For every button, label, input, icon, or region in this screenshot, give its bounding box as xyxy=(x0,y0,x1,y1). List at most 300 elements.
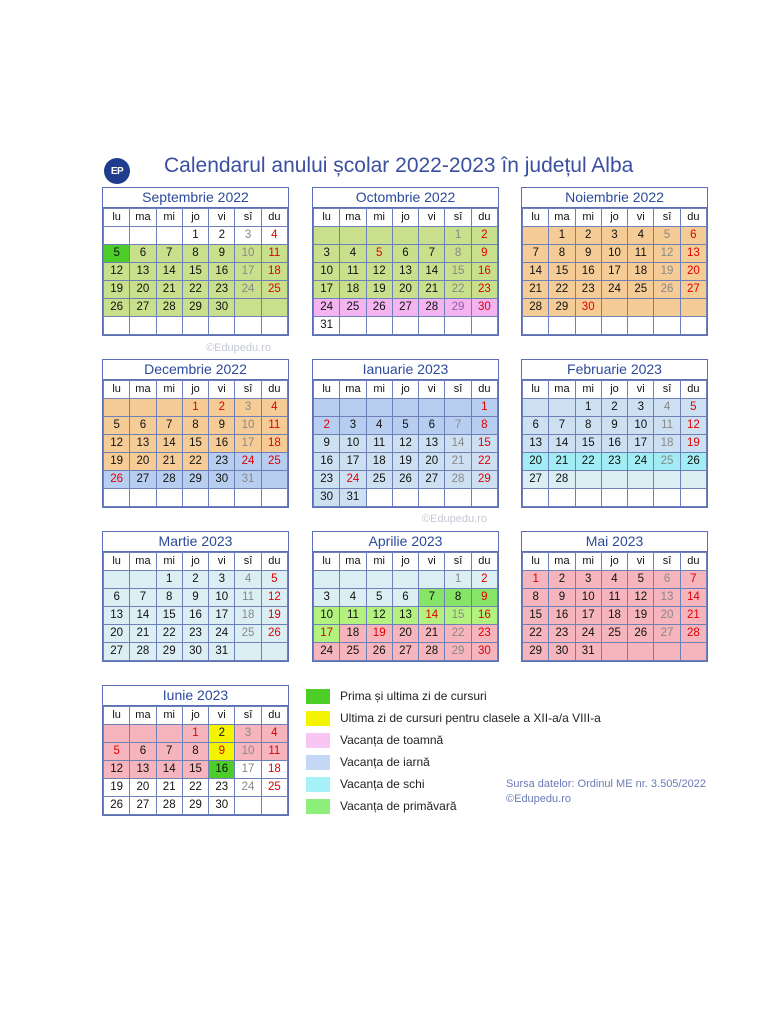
week-row xyxy=(523,263,707,281)
day-cell xyxy=(366,399,392,417)
day-cell: 24 xyxy=(340,471,366,489)
day-cell: 30 xyxy=(549,643,575,661)
day-cell xyxy=(104,725,130,743)
day-cell: 17 xyxy=(575,607,601,625)
weekday-header: lu xyxy=(104,553,130,571)
day-cell xyxy=(261,299,287,317)
day-cell xyxy=(419,399,445,417)
day-cell: 6 xyxy=(419,417,445,435)
day-cell: 28 xyxy=(549,471,575,489)
day-cell: 10 xyxy=(314,607,340,625)
week-row xyxy=(104,227,288,245)
day-cell: 5 xyxy=(628,571,654,589)
day-cell: 16 xyxy=(471,263,497,281)
day-cell xyxy=(340,227,366,245)
day-cell: 12 xyxy=(628,589,654,607)
pink-swatch-icon xyxy=(306,733,330,748)
weekday-header: mi xyxy=(156,553,182,571)
day-cell: 10 xyxy=(209,589,235,607)
day-cell: 1 xyxy=(182,725,208,743)
day-cell xyxy=(419,227,445,245)
day-cell: 13 xyxy=(392,263,418,281)
day-cell: 25 xyxy=(261,453,287,471)
day-cell: 29 xyxy=(549,299,575,317)
weekday-header: lu xyxy=(314,381,340,399)
day-cell: 9 xyxy=(549,589,575,607)
day-cell: 7 xyxy=(549,417,575,435)
day-cell xyxy=(523,399,549,417)
calendar-grid xyxy=(313,208,498,335)
day-cell xyxy=(628,643,654,661)
weekday-header: vi xyxy=(628,209,654,227)
day-cell: 7 xyxy=(156,417,182,435)
day-cell: 29 xyxy=(156,643,182,661)
day-cell: 24 xyxy=(314,643,340,661)
day-cell: 7 xyxy=(156,743,182,761)
week-row xyxy=(523,607,707,625)
day-cell: 11 xyxy=(654,417,680,435)
day-cell xyxy=(680,471,706,489)
day-cell: 8 xyxy=(182,245,208,263)
day-cell: 24 xyxy=(575,625,601,643)
day-cell: 14 xyxy=(680,589,706,607)
week-row xyxy=(104,281,288,299)
weekday-header: jo xyxy=(392,381,418,399)
day-cell: 1 xyxy=(549,227,575,245)
day-cell: 15 xyxy=(471,435,497,453)
day-cell: 30 xyxy=(209,797,235,815)
week-row xyxy=(314,263,498,281)
week-row xyxy=(104,317,288,335)
week-row xyxy=(314,571,498,589)
day-cell: 6 xyxy=(104,589,130,607)
day-cell xyxy=(104,399,130,417)
day-cell: 13 xyxy=(104,607,130,625)
day-cell xyxy=(235,489,261,507)
day-cell xyxy=(340,571,366,589)
edupedu-logo: EP xyxy=(104,158,130,184)
week-row xyxy=(104,643,288,661)
day-cell: 26 xyxy=(392,471,418,489)
day-cell: 3 xyxy=(235,399,261,417)
day-cell xyxy=(575,471,601,489)
week-row xyxy=(314,399,498,417)
week-row xyxy=(314,489,498,507)
day-cell: 6 xyxy=(392,245,418,263)
day-cell: 10 xyxy=(575,589,601,607)
day-cell: 27 xyxy=(130,471,156,489)
day-cell: 12 xyxy=(366,607,392,625)
day-cell: 25 xyxy=(261,779,287,797)
day-cell: 28 xyxy=(445,471,471,489)
day-cell: 26 xyxy=(628,625,654,643)
day-cell: 16 xyxy=(601,435,627,453)
day-cell: 19 xyxy=(366,281,392,299)
day-cell xyxy=(156,317,182,335)
day-cell xyxy=(366,489,392,507)
weekday-header: lu xyxy=(523,553,549,571)
calendar-grid xyxy=(522,208,707,335)
day-cell: 10 xyxy=(628,417,654,435)
day-cell: 24 xyxy=(235,453,261,471)
day-cell: 22 xyxy=(575,453,601,471)
day-cell: 20 xyxy=(130,779,156,797)
day-cell: 4 xyxy=(654,399,680,417)
weekday-header: vi xyxy=(419,553,445,571)
day-cell: 31 xyxy=(575,643,601,661)
day-cell: 9 xyxy=(209,245,235,263)
day-cell: 28 xyxy=(419,643,445,661)
day-cell: 7 xyxy=(419,589,445,607)
day-cell: 21 xyxy=(680,607,706,625)
source-note xyxy=(506,777,706,807)
day-cell: 14 xyxy=(523,263,549,281)
day-cell: 28 xyxy=(680,625,706,643)
week-row xyxy=(314,417,498,435)
day-cell: 5 xyxy=(680,399,706,417)
legend-item xyxy=(306,729,601,751)
day-cell: 2 xyxy=(471,227,497,245)
day-cell: 11 xyxy=(261,417,287,435)
day-cell: 4 xyxy=(601,571,627,589)
day-cell: 14 xyxy=(419,607,445,625)
day-cell: 10 xyxy=(601,245,627,263)
weekday-header: ma xyxy=(549,381,575,399)
day-cell xyxy=(209,317,235,335)
day-cell: 6 xyxy=(392,589,418,607)
day-cell: 26 xyxy=(261,625,287,643)
day-cell xyxy=(628,317,654,335)
day-cell xyxy=(235,317,261,335)
day-cell: 18 xyxy=(628,263,654,281)
day-cell: 4 xyxy=(628,227,654,245)
weekday-header: du xyxy=(680,553,706,571)
day-cell xyxy=(680,317,706,335)
day-cell: 5 xyxy=(104,417,130,435)
weekday-header: ma xyxy=(130,707,156,725)
weekday-header: mi xyxy=(575,209,601,227)
weekday-header: ma xyxy=(340,553,366,571)
day-cell: 1 xyxy=(445,571,471,589)
week-row xyxy=(314,435,498,453)
day-cell xyxy=(654,317,680,335)
day-cell xyxy=(130,571,156,589)
day-cell: 17 xyxy=(314,281,340,299)
day-cell: 17 xyxy=(314,625,340,643)
day-cell: 16 xyxy=(314,453,340,471)
day-cell: 5 xyxy=(654,227,680,245)
day-cell xyxy=(575,317,601,335)
day-cell: 18 xyxy=(261,263,287,281)
month-noiembrie xyxy=(521,187,708,336)
weekday-header: sî xyxy=(445,553,471,571)
day-cell: 14 xyxy=(549,435,575,453)
day-cell xyxy=(392,399,418,417)
day-cell: 15 xyxy=(549,263,575,281)
day-cell: 16 xyxy=(209,761,235,779)
weekday-header: ma xyxy=(340,381,366,399)
weekday-header: ma xyxy=(130,553,156,571)
day-cell: 6 xyxy=(130,743,156,761)
week-row xyxy=(104,489,288,507)
week-row xyxy=(314,317,498,335)
day-cell: 12 xyxy=(366,263,392,281)
day-cell: 10 xyxy=(314,263,340,281)
month-title: Aprilie 2023 xyxy=(313,532,498,552)
day-cell: 28 xyxy=(156,299,182,317)
day-cell: 15 xyxy=(575,435,601,453)
day-cell xyxy=(601,643,627,661)
week-row xyxy=(523,399,707,417)
week-row xyxy=(523,643,707,661)
day-cell: 7 xyxy=(130,589,156,607)
week-row xyxy=(104,625,288,643)
day-cell xyxy=(549,317,575,335)
week-row xyxy=(104,725,288,743)
day-cell: 25 xyxy=(628,281,654,299)
day-cell: 27 xyxy=(654,625,680,643)
day-cell: 13 xyxy=(654,589,680,607)
day-cell: 16 xyxy=(575,263,601,281)
week-row xyxy=(104,743,288,761)
day-cell: 30 xyxy=(209,471,235,489)
day-cell xyxy=(156,227,182,245)
legend-item xyxy=(306,751,601,773)
day-cell: 8 xyxy=(445,245,471,263)
week-row xyxy=(104,299,288,317)
day-cell: 20 xyxy=(104,625,130,643)
day-cell: 9 xyxy=(314,435,340,453)
day-cell xyxy=(680,643,706,661)
day-cell: 3 xyxy=(235,227,261,245)
day-cell: 27 xyxy=(104,643,130,661)
weekday-header: vi xyxy=(209,381,235,399)
weekday-header: jo xyxy=(601,381,627,399)
day-cell: 20 xyxy=(523,453,549,471)
day-cell: 25 xyxy=(366,471,392,489)
day-cell: 27 xyxy=(680,281,706,299)
day-cell xyxy=(130,725,156,743)
day-cell: 19 xyxy=(628,607,654,625)
day-cell: 28 xyxy=(156,471,182,489)
day-cell: 25 xyxy=(261,281,287,299)
month-title: Septembrie 2022 xyxy=(103,188,288,208)
day-cell: 30 xyxy=(182,643,208,661)
weekday-header: du xyxy=(261,707,287,725)
day-cell: 5 xyxy=(366,589,392,607)
day-cell: 31 xyxy=(235,471,261,489)
week-row xyxy=(523,471,707,489)
day-cell: 23 xyxy=(549,625,575,643)
day-cell: 3 xyxy=(235,725,261,743)
day-cell: 30 xyxy=(575,299,601,317)
legend-item xyxy=(306,707,601,729)
week-row xyxy=(314,299,498,317)
day-cell xyxy=(654,471,680,489)
cyan-swatch-icon xyxy=(306,777,330,792)
month-title: Februarie 2023 xyxy=(522,360,707,380)
day-cell xyxy=(314,571,340,589)
day-cell: 11 xyxy=(261,245,287,263)
weekday-header-row xyxy=(104,707,288,725)
day-cell: 12 xyxy=(680,417,706,435)
day-cell xyxy=(261,471,287,489)
weekday-header-row xyxy=(314,381,498,399)
day-cell: 16 xyxy=(549,607,575,625)
weekday-header: lu xyxy=(314,553,340,571)
week-row xyxy=(104,589,288,607)
month-title: Martie 2023 xyxy=(103,532,288,552)
day-cell: 2 xyxy=(314,417,340,435)
weekday-header: jo xyxy=(601,553,627,571)
source-credit: ©Edupedu.ro xyxy=(506,793,571,805)
day-cell: 4 xyxy=(340,245,366,263)
day-cell: 31 xyxy=(314,317,340,335)
weekday-header-row xyxy=(104,553,288,571)
day-cell: 26 xyxy=(104,299,130,317)
day-cell xyxy=(601,489,627,507)
day-cell xyxy=(419,571,445,589)
day-cell xyxy=(130,227,156,245)
day-cell xyxy=(340,317,366,335)
day-cell: 2 xyxy=(575,227,601,245)
month-februarie xyxy=(521,359,708,508)
day-cell: 22 xyxy=(182,453,208,471)
day-cell: 23 xyxy=(471,281,497,299)
calendar-grid xyxy=(522,380,707,507)
month-octombrie xyxy=(312,187,499,336)
day-cell: 26 xyxy=(654,281,680,299)
day-cell: 22 xyxy=(523,625,549,643)
day-cell: 24 xyxy=(628,453,654,471)
weekday-header: sî xyxy=(654,209,680,227)
week-row xyxy=(314,607,498,625)
day-cell: 9 xyxy=(471,245,497,263)
day-cell: 8 xyxy=(471,417,497,435)
month-aprilie xyxy=(312,531,499,662)
weekday-header: lu xyxy=(523,209,549,227)
day-cell: 23 xyxy=(471,625,497,643)
day-cell: 14 xyxy=(156,435,182,453)
day-cell: 4 xyxy=(235,571,261,589)
day-cell: 11 xyxy=(340,607,366,625)
day-cell: 22 xyxy=(182,281,208,299)
day-cell: 5 xyxy=(392,417,418,435)
day-cell xyxy=(601,471,627,489)
day-cell: 13 xyxy=(392,607,418,625)
day-cell: 3 xyxy=(575,571,601,589)
day-cell: 13 xyxy=(680,245,706,263)
legend-label: Vacanța de iarnă xyxy=(340,755,430,769)
weekday-header: sî xyxy=(235,553,261,571)
day-cell: 22 xyxy=(156,625,182,643)
yellow-swatch-icon xyxy=(306,711,330,726)
day-cell: 7 xyxy=(445,417,471,435)
day-cell: 2 xyxy=(209,399,235,417)
day-cell xyxy=(392,317,418,335)
weekday-header: jo xyxy=(182,209,208,227)
day-cell xyxy=(601,299,627,317)
week-row xyxy=(104,245,288,263)
day-cell: 17 xyxy=(340,453,366,471)
calendar-grid xyxy=(313,380,498,507)
day-cell: 26 xyxy=(104,471,130,489)
day-cell: 21 xyxy=(130,625,156,643)
weekday-header: mi xyxy=(366,209,392,227)
day-cell: 8 xyxy=(523,589,549,607)
day-cell: 21 xyxy=(549,453,575,471)
day-cell: 4 xyxy=(261,399,287,417)
day-cell: 2 xyxy=(209,227,235,245)
day-cell: 21 xyxy=(156,281,182,299)
weekday-header: mi xyxy=(156,209,182,227)
day-cell: 2 xyxy=(601,399,627,417)
day-cell: 23 xyxy=(182,625,208,643)
day-cell: 2 xyxy=(182,571,208,589)
day-cell: 12 xyxy=(104,263,130,281)
day-cell: 28 xyxy=(523,299,549,317)
weekday-header: ma xyxy=(340,209,366,227)
day-cell: 24 xyxy=(601,281,627,299)
day-cell: 7 xyxy=(419,245,445,263)
day-cell xyxy=(156,725,182,743)
day-cell: 23 xyxy=(601,453,627,471)
day-cell xyxy=(104,317,130,335)
weekday-header: ma xyxy=(130,209,156,227)
day-cell xyxy=(261,643,287,661)
day-cell xyxy=(340,399,366,417)
day-cell xyxy=(261,489,287,507)
week-row xyxy=(104,399,288,417)
day-cell: 29 xyxy=(471,471,497,489)
calendar-grid xyxy=(103,208,288,335)
legend-label: Vacanța de toamnă xyxy=(340,733,444,747)
day-cell: 28 xyxy=(419,299,445,317)
day-cell: 30 xyxy=(314,489,340,507)
month-title: Mai 2023 xyxy=(522,532,707,552)
day-cell: 18 xyxy=(654,435,680,453)
day-cell: 12 xyxy=(104,761,130,779)
day-cell: 21 xyxy=(419,625,445,643)
day-cell: 20 xyxy=(680,263,706,281)
day-cell: 12 xyxy=(654,245,680,263)
day-cell: 29 xyxy=(445,299,471,317)
month-title: Iunie 2023 xyxy=(103,686,288,706)
day-cell: 17 xyxy=(601,263,627,281)
day-cell: 21 xyxy=(156,779,182,797)
weekday-header-row xyxy=(523,553,707,571)
day-cell xyxy=(392,489,418,507)
day-cell: 3 xyxy=(209,571,235,589)
weekday-header: jo xyxy=(392,209,418,227)
weekday-header: du xyxy=(471,553,497,571)
weekday-header: lu xyxy=(104,707,130,725)
day-cell: 13 xyxy=(130,435,156,453)
day-cell xyxy=(654,299,680,317)
day-cell: 3 xyxy=(314,589,340,607)
weekday-header: jo xyxy=(601,209,627,227)
day-cell: 7 xyxy=(156,245,182,263)
day-cell: 10 xyxy=(235,417,261,435)
weekday-header: vi xyxy=(628,381,654,399)
weekday-header: jo xyxy=(182,553,208,571)
day-cell xyxy=(680,299,706,317)
day-cell: 8 xyxy=(445,589,471,607)
legend-label: Ultima zi de cursuri pentru clasele a XII-a/a VIII-a xyxy=(340,711,601,725)
weekday-header: sî xyxy=(654,553,680,571)
week-row xyxy=(104,263,288,281)
day-cell: 18 xyxy=(261,761,287,779)
